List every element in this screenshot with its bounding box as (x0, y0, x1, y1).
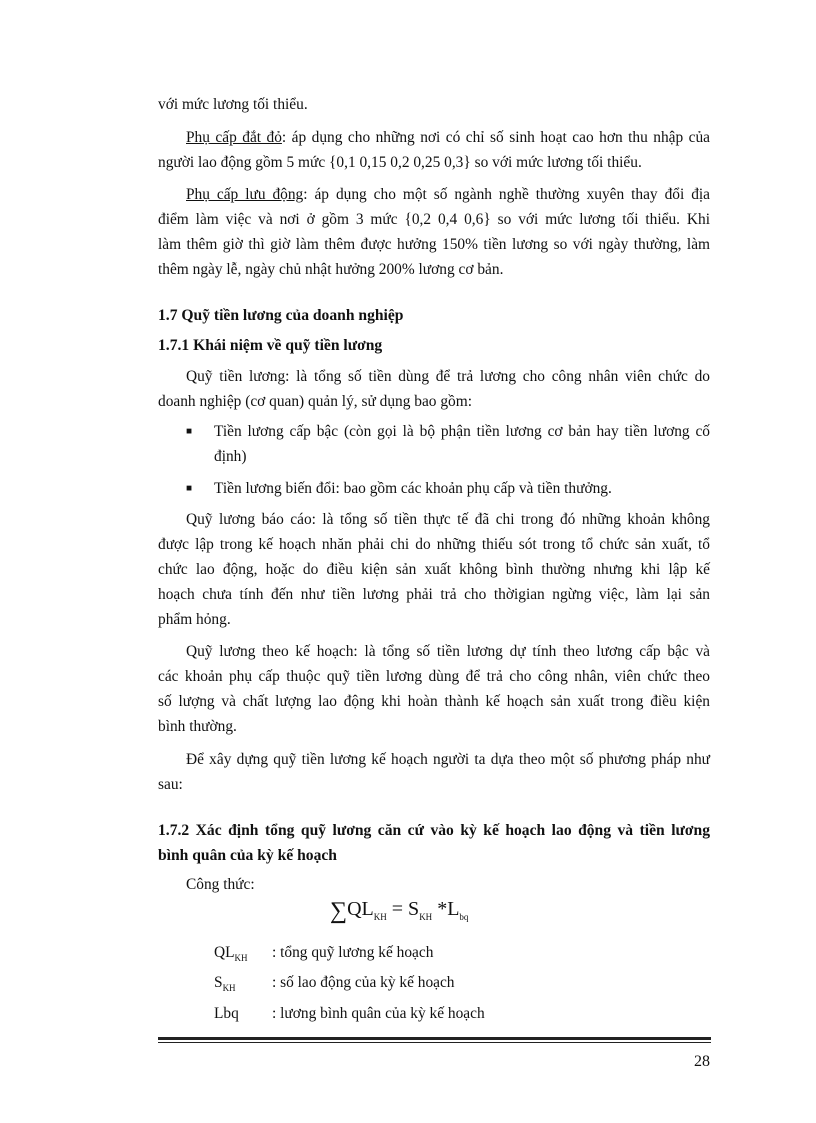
definition-row: $QL_{KH}$ : tổng quỹ lương kế hoạch (214, 944, 434, 964)
definition-row: Lbq : lương bình quân của kỳ kế hoạch (214, 1005, 485, 1022)
heading-1-7-2: 1.7.2 Xác định tổng quỹ lương căn cứ vào kỳ kế hoạch lao động và tiền lương bình quân của kỳ kế hoạch (158, 822, 710, 864)
paragraph-phu-cap-luu-dong: Phụ cấp lưu động: áp dụng cho một số ngành nghề thường xuyên thay đổi địa điểm làm việc và nơi ở gồm 3 mức {0,2 0,4 0,6} so với mức lương tối thiểu. Khi làm thêm giờ thì giờ làm thêm được hưởng 150% tiền lương so với ngày thường, làm thêm ngày lễ, ngày chủ nhật hưởng 200% lương cơ bản. (158, 186, 710, 278)
bullet-square-icon: ■ (186, 483, 193, 494)
footer-rule-thick (158, 1037, 711, 1040)
salary-fund-formula: $\sum QL_{KH} = S_{KH}$ $*L_{bq}$ (330, 898, 469, 924)
formula-label: Công thức: (186, 876, 255, 893)
heading-1-7: 1.7 Quỹ tiền lương của doanh nghiệp (158, 307, 404, 324)
page-number: 28 (694, 1053, 710, 1070)
paragraph-xay-dung: Để xây dựng quỹ tiền lương kế hoạch người ta dựa theo một số phương pháp như sau: (158, 751, 710, 793)
paragraph-intro-end: với mức lương tối thiểu. (158, 96, 308, 113)
paragraph-quy-tien-luong: Quỹ tiền lương: là tổng số tiền dùng để trả lương cho công nhân viên chức do doanh nghiệp (cơ quan) quản lý, sử dụng bao gồm: (158, 368, 710, 410)
sigma-symbol: ∑ (330, 898, 348, 924)
paragraph-quy-luong-ke-hoach: Quỹ lương theo kế hoạch: là tổng số tiền lương dự tính theo lương cấp bậc và các khoản phụ cấp thuộc quỹ tiền lương dùng để trả cho công nhân, viên chức theo số lượng và chất lượng lao động khi hoàn thành kế hoạch sản xuất trong điều kiện bình thường. (158, 643, 710, 735)
footer-rule-thin (158, 1042, 711, 1043)
paragraph-quy-luong-bao-cao: Quỹ lương báo cáo: là tổng số tiền thực tế đã chi trong đó những khoản không được lập trong kế hoạch nhăn phải chi do những thiếu sót trong tổ chức sản xuất, tổ chức lao động, hoặc do điều kiện sản xuất không bình thường nhưng khi lập kế hoạch chưa tính đến như tiền lương phải trả cho thờigian ngừng việc, làm lại sản phẩm hỏng. (158, 511, 710, 628)
term-phu-cap-dat-do: Phụ cấp đắt đỏ (186, 129, 282, 146)
document-page: với mức lương tối thiểu. Phụ cấp đắt đỏ: áp dụng cho những nơi có chỉ số sinh hoạt cao hơn thu nhập của người lao động gồm 5 mức {0,1 0,15 0,2 0,25 0,3} so với mức lương tối thiểu. Phụ cấp lưu động: áp dụng cho một số ngành nghề thường xuyên thay đổi địa điểm làm việc và nơi ở gồm 3 mức {0,2 0,4 0,6} so với mức lương tối thiểu. Khi làm thêm giờ thì giờ làm thêm được hưởng 150% tiền lương so với ngày thường, làm thêm ngày lễ, ngày chủ nhật hưởng 200% lương cơ bản. 1.7 Quỹ tiền lương của doanh nghiệp 1.7.1 Khái niệm về quỹ tiền lương Quỹ tiền lương: là tổng số tiền dùng để trả lương cho công nhân viên chức do doanh nghiệp (cơ quan) quản lý, sử dụng bao gồm: ■ Tiền lương cấp bậc (còn gọi là bộ phận tiền lương cơ bản hay tiền lương cố định) ■ Tiền lương biến đổi: bao gồm các khoản phụ cấp và tiền thưởng. Quỹ lương báo cáo: là tổng số tiền thực tế đã chi trong đó những khoản không được lập trong kế hoạch nhăn phải chi do những thiếu sót trong tổ chức sản xuất, tổ chức lao động, hoặc do điều kiện sản xuất không bình thường nhưng khi lập kế hoạch chưa tính đến như tiền lương phải trả cho thờigian ngừng việc, làm lại sản phẩm hỏng. Quỹ lương theo kế hoạch: là tổng số tiền lương dự tính theo lương cấp bậc và các khoản phụ cấp thuộc quỹ tiền lương dùng để trả cho công nhân, viên chức theo số lượng và chất lượng lao động khi hoàn thành kế hoạch sản xuất trong điều kiện bình thường. Để xây dựng quỹ tiền lương kế hoạch người ta dựa theo một số phương pháp như sau: 1.7.2 Xác định tổng quỹ lương căn cứ vào kỳ kế hoạch lao động và tiền lương bình quân của kỳ kế hoạch Công thức: $\sum QL_{KH} = S_{KH}$ $*L_{bq}$ $QL_{KH}$ : tổng quỹ lương kế hoạch $S_{KH}$ : số lao động của kỳ kế hoạch Lbq : lương bình quân của kỳ kế hoạch 28 (0, 0, 816, 1123)
definition-row: $S_{KH}$ : số lao động của kỳ kế hoạch (214, 974, 455, 994)
heading-1-7-1: 1.7.1 Khái niệm về quỹ tiền lương (158, 337, 383, 354)
term-phu-cap-luu-dong: Phụ cấp lưu động (186, 186, 304, 203)
paragraph-phu-cap-dat-do: Phụ cấp đắt đỏ: áp dụng cho những nơi có chỉ số sinh hoạt cao hơn thu nhập của người lao động gồm 5 mức {0,1 0,15 0,2 0,25 0,3} so với mức lương tối thiểu. (158, 129, 711, 171)
bullet-square-icon: ■ (186, 426, 193, 437)
